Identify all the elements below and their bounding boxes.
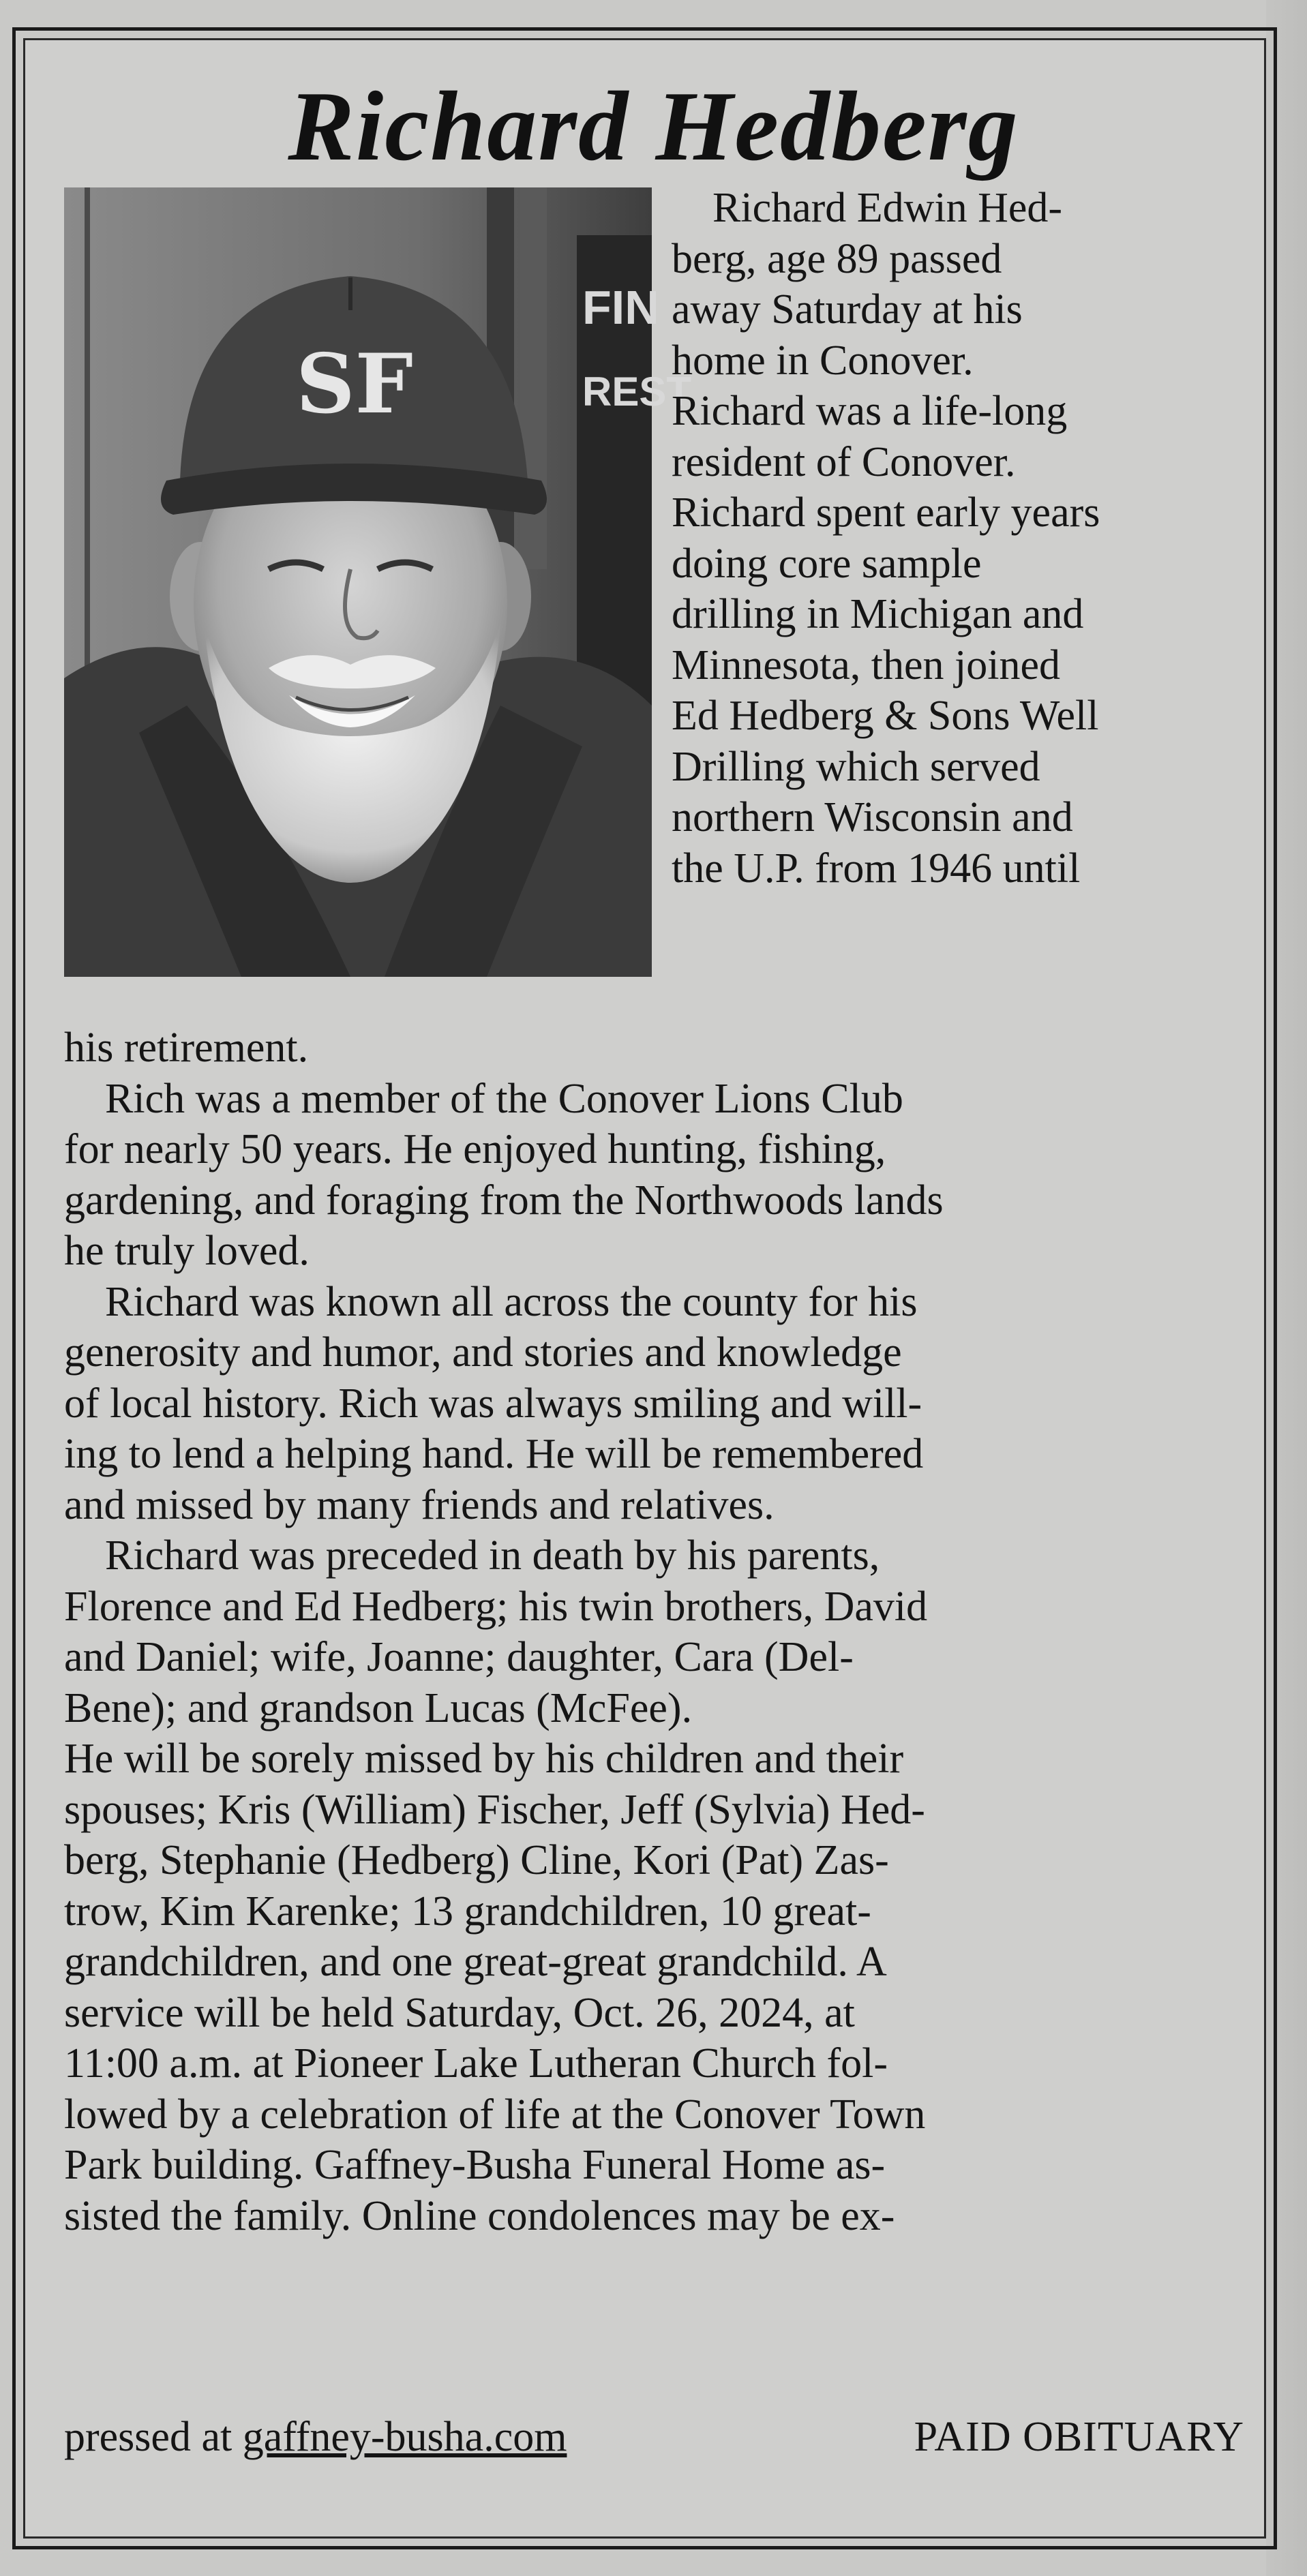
portrait-photo <box>64 187 692 977</box>
cap-logo: SF <box>296 336 413 432</box>
intro-line: Richard Edwin Hed- <box>712 185 1063 231</box>
intro-line: berg, age 89 passed <box>672 235 1002 282</box>
body-line: Richard was preceded in death by his parents, <box>105 1532 880 1579</box>
obituary-headline: Richard Hedberg <box>288 71 1019 181</box>
body-line: Bene); and grandson Lucas (McFee). <box>64 1684 693 1731</box>
intro-line: Drilling which served <box>672 743 1040 790</box>
body-line: for nearly 50 years. He enjoyed hunting, fishing, <box>64 1126 886 1172</box>
intro-line: drilling in Michigan and <box>672 591 1084 637</box>
intro-line: Ed Hedberg & Sons Well <box>672 693 1099 739</box>
intro-line: home in Conover. <box>672 337 974 384</box>
obituary-body <box>64 1022 1250 2241</box>
body-line: grandchildren, and one great-great grandchild. A <box>64 1939 887 1985</box>
body-line: 11:00 a.m. at Pioneer Lake Lutheran Church fol- <box>64 2040 888 2087</box>
body-line: gardening, and foraging from the Northwoods lands <box>64 1177 944 1224</box>
body-line: and Daniel; wife, Joanne; daughter, Cara (Del- <box>64 1634 854 1680</box>
intro-line: resident of Conover. <box>672 438 1016 485</box>
body-line: Florence and Ed Hedberg; his twin brothers, David <box>64 1583 928 1630</box>
paid-obituary-tag: PAID OBITUARY <box>914 2414 1244 2460</box>
body-line: spouses; Kris (William) Fischer, Jeff (Sylvia) Hed- <box>64 1786 925 1833</box>
intro-line: Richard was a life-long <box>672 388 1068 434</box>
body-line: Rich was a member of the Conover Lions Club <box>105 1075 903 1122</box>
sign-text-1: FIN <box>582 281 659 334</box>
body-line: service will be held Saturday, Oct. 26, 2024, at <box>64 1989 855 2036</box>
body-line: ing to lend a helping hand. He will be remembered <box>64 1431 924 1477</box>
intro-line: northern Wisconsin and <box>672 794 1073 840</box>
body-line: Richard was known all across the county for his <box>105 1278 918 1325</box>
intro-line: doing core sample <box>672 540 982 587</box>
body-line: of local history. Rich was always smiling and will- <box>64 1380 922 1427</box>
intro-line: the U.P. from 1946 until <box>672 845 1081 892</box>
body-line: berg, Stephanie (Hedberg) Cline, Kori (Pat) Zas- <box>64 1837 889 1883</box>
closing-prefix: pressed at <box>64 2414 243 2460</box>
body-line: He will be sorely missed by his children and their <box>64 1736 904 1782</box>
body-line: trow, Kim Karenke; 13 grandchildren, 10 great- <box>64 1888 871 1935</box>
body-line: sisted the family. Online condolences may be ex- <box>64 2192 895 2239</box>
body-line: Park building. Gaffney-Busha Funeral Home as- <box>64 2142 886 2188</box>
sign-text-2: REST <box>582 369 692 414</box>
body-line: and missed by many friends and relatives. <box>64 1481 775 1528</box>
funeral-home-link[interactable]: gaffney-busha.com <box>242 2414 567 2460</box>
closing-line <box>64 2412 567 2463</box>
body-line: lowed by a celebration of life at the Conover Town <box>64 2091 926 2138</box>
body-line: he truly loved. <box>64 1228 310 1274</box>
obituary-intro-column <box>672 183 1248 894</box>
body-line: generosity and humor, and stories and knowledge <box>64 1329 902 1376</box>
intro-line: Minnesota, then joined <box>672 641 1060 688</box>
body-line: his retirement. <box>64 1025 309 1071</box>
intro-line: away Saturday at his <box>672 286 1023 333</box>
intro-line: Richard spent early years <box>672 489 1100 536</box>
